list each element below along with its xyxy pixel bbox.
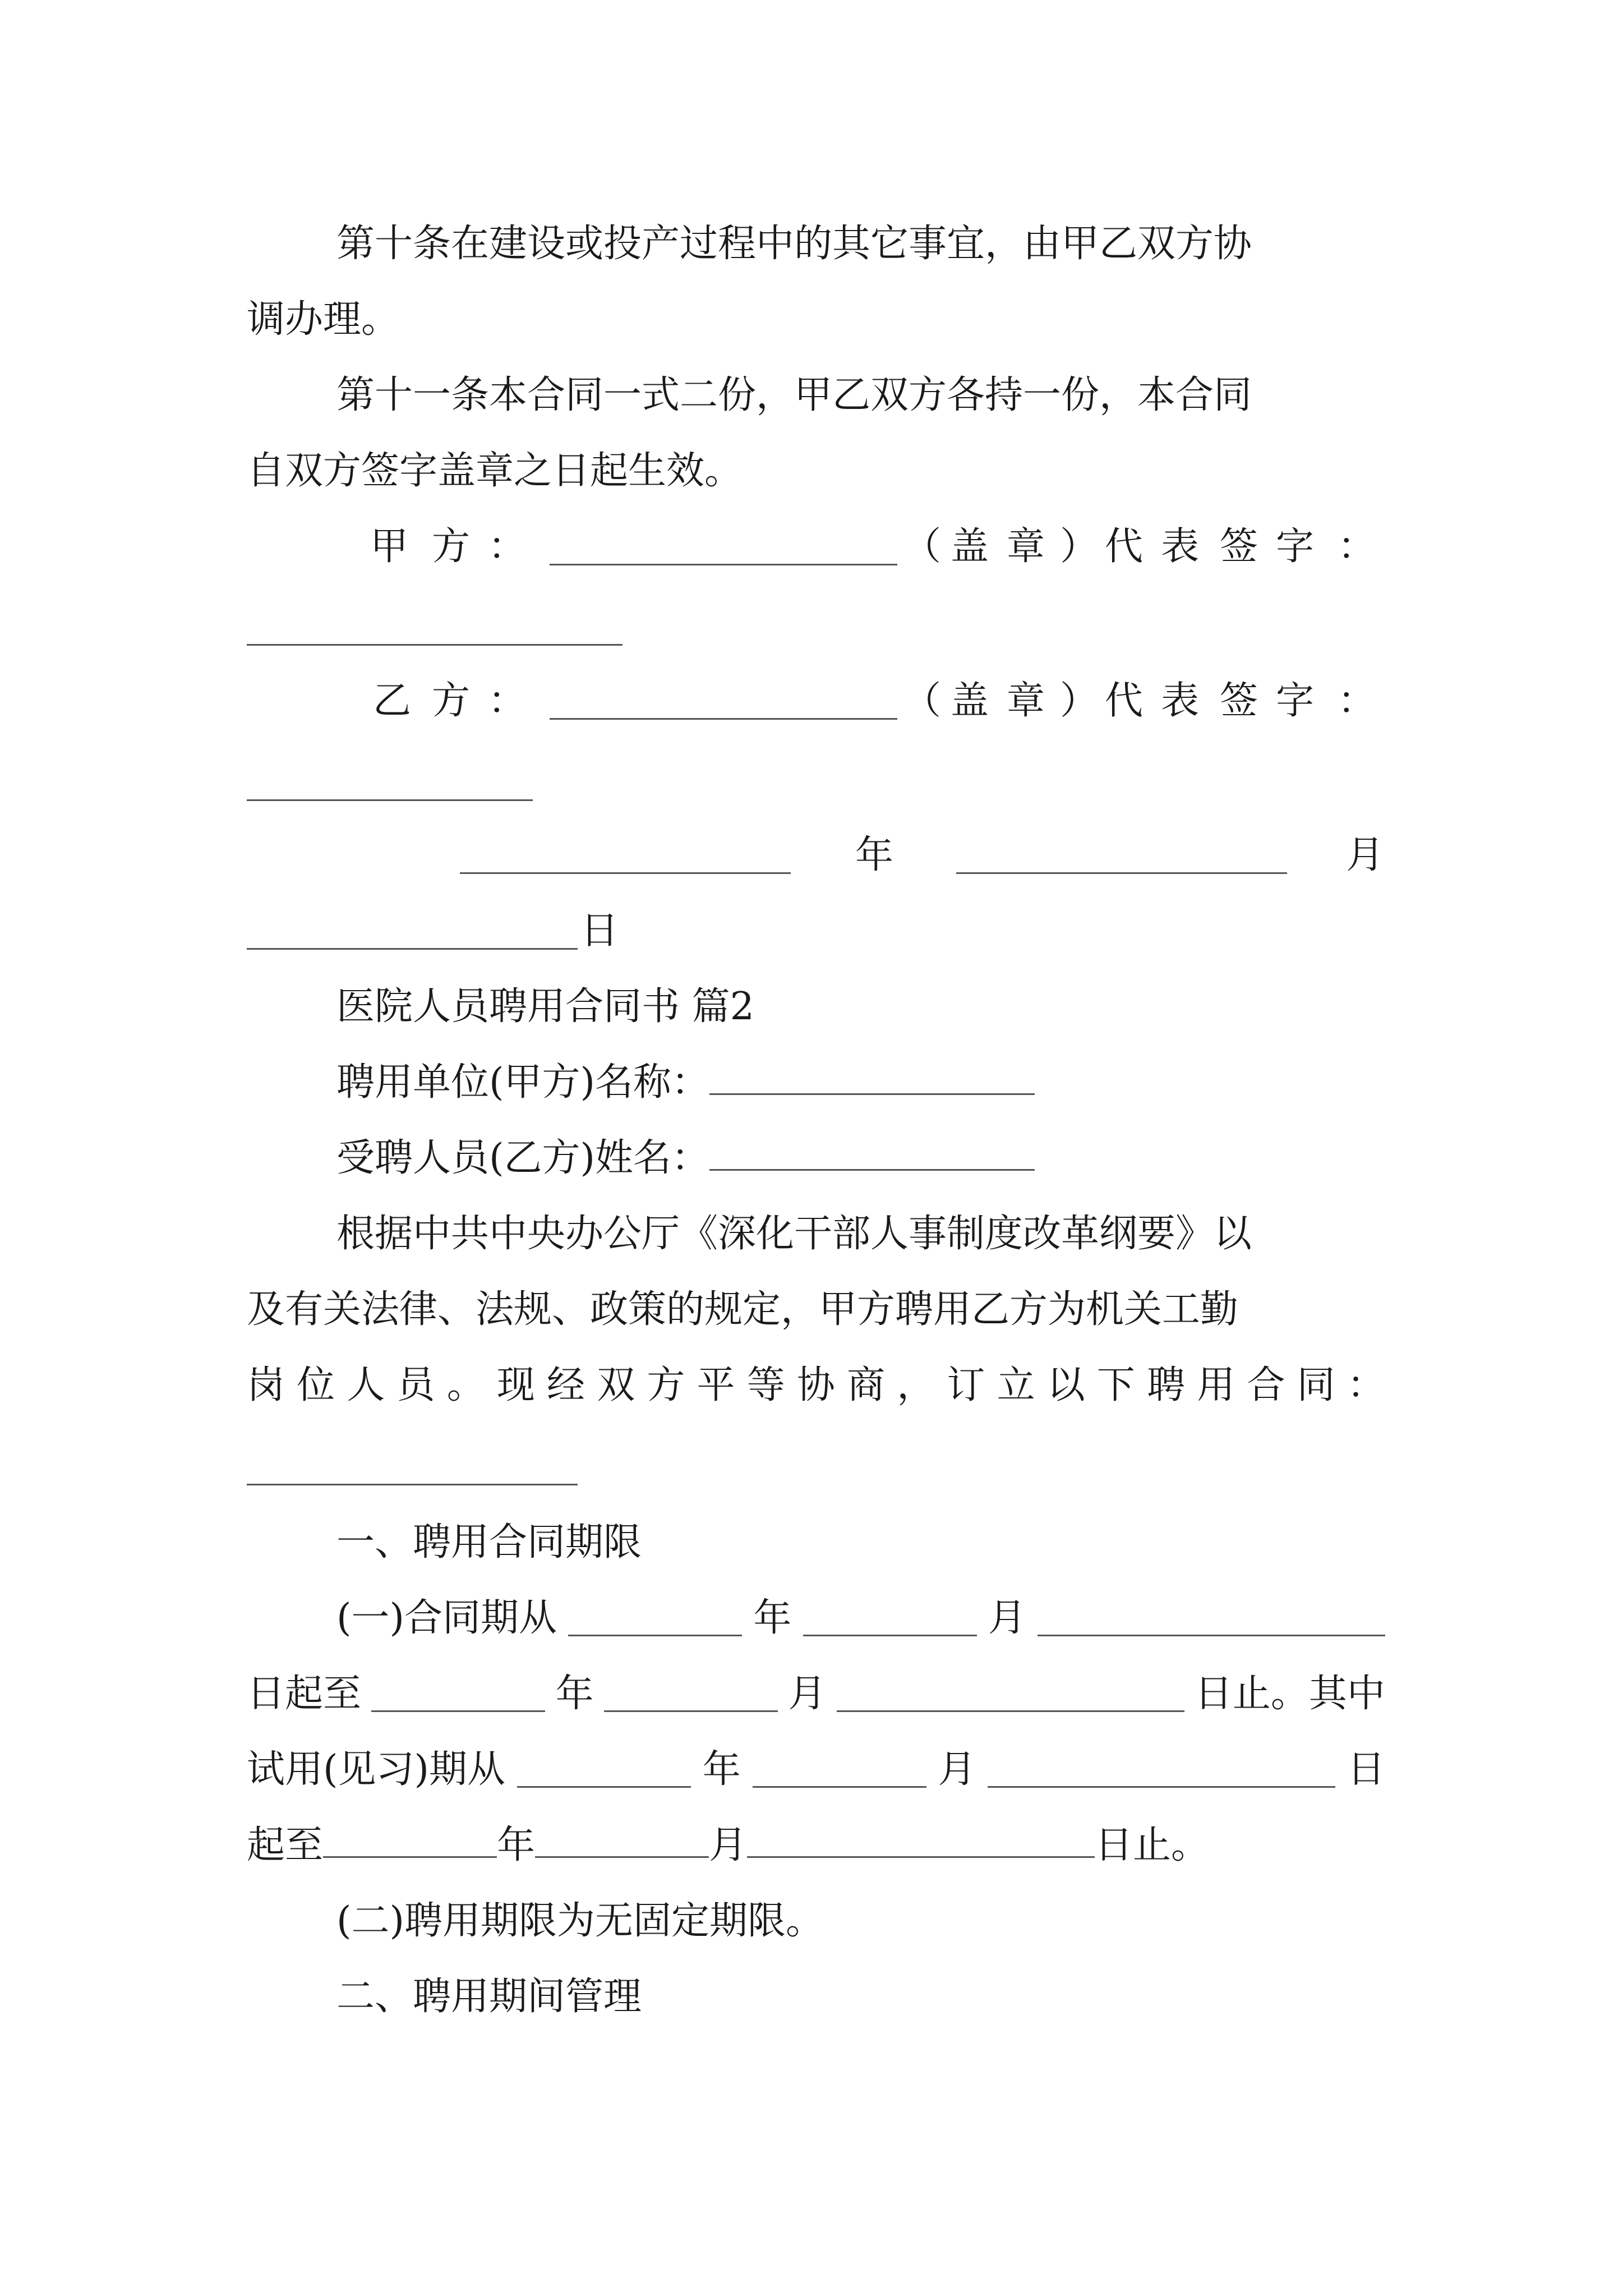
- employee-label: 受聘人员(乙方)姓名：: [336, 1136, 710, 1180]
- party-b-sig-char-4: 字: [1276, 679, 1315, 723]
- signing-date-day-line: [247, 903, 1385, 959]
- basis-char: 立: [997, 1363, 1035, 1407]
- party-a-sig-char-1: 代: [1105, 524, 1144, 569]
- party-a-signature-line: [247, 519, 1385, 575]
- term-1-day-blank[interactable]: [1038, 1601, 1385, 1636]
- term-3-year: 年: [702, 1747, 741, 1792]
- term-line-2: [247, 1666, 1385, 1722]
- employer-name-blank[interactable]: [709, 1060, 1035, 1095]
- party-a-sig-char-3: 签: [1220, 524, 1258, 569]
- term-4-suffix: 日止。: [1095, 1823, 1210, 1867]
- day-label: 日: [580, 909, 619, 953]
- term-line-4: [247, 1818, 1385, 1874]
- article-10-line-1: 第十条在建设或投产过程中的其它事宜，由甲乙双方协: [336, 222, 1252, 266]
- term-3-month: 月: [938, 1747, 976, 1792]
- term-2-year: 年: [555, 1672, 594, 1716]
- term-line-1: [336, 1590, 1385, 1646]
- party-a-seal-close: ）: [1060, 524, 1099, 569]
- party-a-label-2: 方: [432, 524, 471, 569]
- day-blank[interactable]: [247, 914, 578, 950]
- party-b-seal-char-1: 盖: [951, 679, 989, 723]
- party-a-seal-char-2: 章: [1007, 524, 1045, 569]
- year-label: 年: [855, 833, 894, 877]
- month-label: 月: [1346, 833, 1385, 877]
- basis-char: 双: [597, 1363, 635, 1407]
- term-3-year-blank[interactable]: [517, 1752, 691, 1788]
- term-3-suffix: 日: [1347, 1747, 1385, 1792]
- term-2-suffix: 日止。其中: [1194, 1672, 1385, 1716]
- basis-char: 等: [746, 1363, 785, 1407]
- basis-char: 下: [1096, 1363, 1135, 1407]
- article-10-line-2: 调办理。: [247, 297, 400, 342]
- basis-char: 。: [446, 1363, 485, 1407]
- basis-line-2: 及有关法律、法规、政策的规定，甲方聘用乙方为机关工勤: [247, 1287, 1239, 1332]
- basis-char: 经: [547, 1363, 585, 1407]
- party-a-sig-char-2: 表: [1161, 524, 1200, 569]
- party-b-sig-char-2: 表: [1161, 679, 1200, 723]
- basis-line-3: [247, 1358, 1385, 1414]
- term-2-prefix: 日起至: [247, 1672, 362, 1716]
- signing-date-line: [247, 827, 1385, 884]
- basis-char: 方: [647, 1363, 685, 1407]
- party-a-sig-char-4: 字: [1276, 524, 1315, 569]
- month-blank[interactable]: [956, 839, 1287, 874]
- basis-char: 聘: [1147, 1363, 1186, 1407]
- party-b-name-blank[interactable]: [550, 684, 897, 720]
- term-4-day-blank[interactable]: [747, 1823, 1095, 1858]
- party-a-colon: ：: [488, 524, 527, 569]
- party-a-label-1: 甲: [370, 524, 409, 569]
- party-b-signature-line: [247, 673, 1385, 729]
- party-a-seal-char-1: 盖: [951, 524, 989, 569]
- party-b-signature-blank[interactable]: [247, 799, 533, 801]
- article-11-line-1: 第十一条本合同一式二份，甲乙双方各持一份，本合同: [336, 373, 1252, 417]
- employee-line: [336, 1130, 1385, 1186]
- term-2-month-blank[interactable]: [604, 1677, 778, 1712]
- party-a-sig-colon: ：: [1338, 524, 1376, 569]
- term-line-3: [247, 1742, 1385, 1798]
- basis-line-1: 根据中共中央办公厅《深化干部人事制度改革纲要》以: [336, 1212, 1252, 1256]
- basis-char: 员: [396, 1363, 435, 1407]
- basis-char: 以: [1046, 1363, 1085, 1407]
- party-b-label-1: 乙: [373, 679, 412, 723]
- party-b-label-2: 方: [432, 679, 471, 723]
- party-a-seal-open: （: [903, 524, 942, 569]
- basis-char: 位: [297, 1363, 335, 1407]
- contract-trailing-blank[interactable]: [247, 1484, 578, 1485]
- employer-label: 聘用单位(甲方)名称：: [336, 1060, 710, 1105]
- year-blank[interactable]: [460, 839, 791, 874]
- party-a-signature-blank[interactable]: [247, 644, 623, 646]
- party-b-seal-char-2: 章: [1007, 679, 1045, 723]
- term-2-month: 月: [788, 1672, 827, 1716]
- term-1-year: 年: [753, 1596, 792, 1640]
- term-4-month-blank[interactable]: [535, 1823, 709, 1858]
- basis-char: 协: [796, 1363, 835, 1407]
- party-b-colon: ：: [488, 679, 527, 723]
- basis-char: 同: [1297, 1363, 1335, 1407]
- term-3-day-blank[interactable]: [988, 1752, 1335, 1788]
- employee-name-blank[interactable]: [709, 1135, 1035, 1171]
- heading-contract-term: 一、聘用合同期限: [336, 1520, 642, 1565]
- contract-title: 医院人员聘用合同书 篇2: [336, 984, 754, 1029]
- basis-char: 合: [1247, 1363, 1285, 1407]
- term-4-year: 年: [497, 1823, 536, 1867]
- term-4-prefix: 起至: [247, 1823, 324, 1867]
- party-b-sig-char-1: 代: [1105, 679, 1144, 723]
- basis-char: 用: [1197, 1363, 1235, 1407]
- heading-employment-management: 二、聘用期间管理: [336, 1975, 642, 2019]
- basis-char: ，: [897, 1363, 935, 1407]
- basis-char: ：: [1347, 1363, 1385, 1407]
- employer-line: [336, 1055, 1385, 1111]
- term-line-5: (二)聘用期限为无固定期限。: [336, 1899, 824, 1943]
- basis-char: 商: [847, 1363, 886, 1407]
- term-1-month: 月: [988, 1596, 1026, 1640]
- party-b-sig-char-3: 签: [1220, 679, 1258, 723]
- party-b-seal-open: （: [903, 679, 942, 723]
- party-b-seal-close: ）: [1060, 679, 1099, 723]
- term-4-year-blank[interactable]: [323, 1823, 497, 1858]
- article-11-line-2: 自双方签字盖章之日起生效。: [247, 449, 743, 493]
- basis-char: 岗: [247, 1363, 285, 1407]
- term-2-day-blank[interactable]: [837, 1677, 1184, 1712]
- basis-char: 人: [347, 1363, 385, 1407]
- party-a-name-blank[interactable]: [550, 530, 897, 565]
- term-1-month-blank[interactable]: [803, 1601, 977, 1636]
- term-1-prefix: (一)合同期从: [336, 1596, 557, 1640]
- term-1-year-blank[interactable]: [568, 1601, 742, 1636]
- basis-char: 订: [947, 1363, 985, 1407]
- basis-char: 平: [697, 1363, 735, 1407]
- term-3-prefix: 试用(见习)期从: [247, 1747, 506, 1792]
- term-4-month: 月: [709, 1823, 748, 1867]
- term-2-year-blank[interactable]: [371, 1677, 545, 1712]
- basis-char: 现: [496, 1363, 535, 1407]
- party-b-sig-colon: ：: [1338, 679, 1376, 723]
- term-3-month-blank[interactable]: [753, 1752, 926, 1788]
